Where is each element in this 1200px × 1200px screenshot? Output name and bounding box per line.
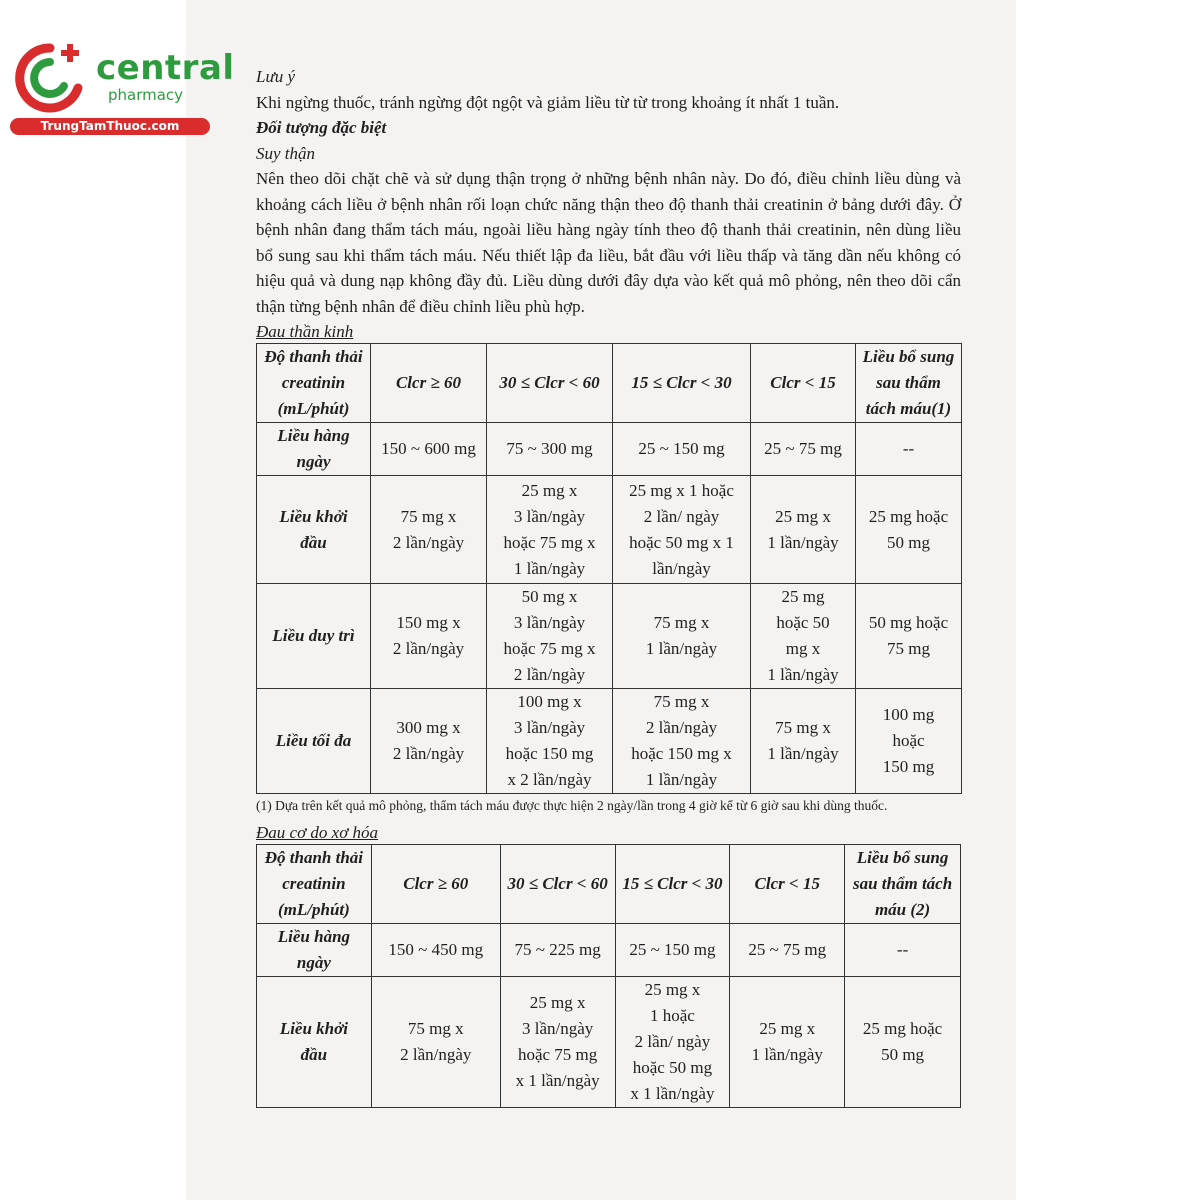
cell-line: 75 mg x: [775, 718, 831, 737]
cell-line: mg x: [785, 639, 821, 658]
cell-line: 25 mg x: [644, 980, 701, 999]
table-cell: [856, 689, 962, 794]
cell-line: 1 lần/ngày: [767, 744, 839, 763]
cell-line: 2 lần/ ngày: [643, 506, 720, 526]
cell-line: 150 mg: [882, 757, 935, 776]
table-cell: [730, 977, 845, 1108]
table-row: [257, 423, 962, 476]
table-cell: [487, 584, 613, 689]
table-header-cell: [856, 344, 962, 423]
cell-line: sau thẩm tách: [852, 874, 953, 893]
document-content: [256, 64, 961, 1108]
cell-line: 25 mg: [781, 587, 825, 606]
cell-line: hoặc 50 mg x 1: [629, 532, 734, 552]
table1-footnote: (1) Dựa trên kết quả mô phỏng, thẩm tách máu được thực hiện 2 ngày/lần trong 4 giờ kể từ 6 giờ sau khi dùng thuốc.: [256, 798, 888, 813]
cell-line: creatinin: [282, 874, 346, 893]
cell-line: Liều hàng: [277, 927, 351, 946]
cell-line: 75 mg x: [653, 613, 710, 632]
cell-line: Liều duy trì: [272, 626, 355, 645]
table-cell: [845, 924, 961, 977]
cell-line: máu (2): [874, 900, 931, 919]
cell-line: 2 lần/ngày: [392, 744, 465, 763]
table1-caption: Đau thần kinh: [256, 322, 354, 341]
table-row: [257, 977, 961, 1108]
special-populations-heading: Đối tượng đặc biệt: [256, 118, 387, 137]
table-cell: [487, 423, 613, 476]
cell-line: đầu: [300, 532, 327, 552]
cell-line: 150 mg x: [396, 613, 461, 632]
table-header-cell: [371, 344, 487, 423]
table-cell: [371, 423, 487, 476]
cell-line: 50 mg x: [521, 587, 578, 606]
cell-line: 150 ~ 600 mg: [381, 439, 476, 458]
cell-line: 1 lần/ngày: [645, 639, 718, 658]
cell-line: Liều khởi: [279, 1019, 348, 1038]
cell-line: Liều khởi: [279, 506, 348, 526]
cell-line: 2 lần/ngày: [392, 639, 465, 658]
table-row: [257, 584, 962, 689]
cell-line: 1 lần/ngày: [645, 770, 718, 789]
brand-subtitle: pharmacy: [108, 86, 184, 104]
table-header-cell: [615, 845, 730, 924]
cell-line: 30 ≤ Clcr < 60: [507, 874, 608, 893]
table-row-header: [257, 977, 372, 1108]
table-row-header: [257, 423, 371, 476]
cell-line: 50 mg: [881, 1045, 925, 1064]
cell-line: 1 lần/ngày: [751, 1045, 823, 1064]
cell-line: hoặc 150 mg x: [631, 744, 732, 763]
cell-line: 25 mg x: [759, 1019, 816, 1038]
table-header-row: [257, 845, 961, 924]
cell-line: 25 ~ 75 mg: [764, 439, 842, 458]
table-cell: [371, 924, 500, 977]
cell-line: 50 mg hoặc: [868, 613, 949, 632]
cell-line: 25 mg x: [529, 993, 586, 1012]
cell-line: Độ thanh thải: [264, 848, 364, 867]
table-cell: [500, 924, 615, 977]
table-cell: [751, 689, 856, 794]
table-cell: [613, 584, 751, 689]
table-header-cell: [613, 344, 751, 423]
table-row-header: [257, 924, 372, 977]
cell-line: Clcr < 15: [770, 373, 836, 392]
renal-impairment-heading: Suy thận: [256, 143, 316, 163]
table-header-row: [257, 344, 962, 423]
cell-line: Liều bổ sung: [856, 848, 949, 867]
cell-line: 75 mg: [887, 639, 930, 658]
cell-line: 50 mg: [887, 532, 930, 552]
cell-line: ngày: [296, 953, 331, 972]
table-header-cell: [845, 845, 961, 924]
cell-line: tách máu(1): [865, 399, 952, 418]
brand-logo: [10, 38, 235, 138]
cell-line: 25 ~ 150 mg: [629, 940, 716, 959]
cell-line: 2 lần/ngày: [400, 1045, 472, 1064]
cell-line: x 1 lần/ngày: [630, 1084, 715, 1103]
cell-line: Liều bổ sung: [862, 347, 955, 366]
cell-line: --: [902, 439, 915, 458]
note-heading: Lưu ý: [256, 67, 296, 86]
table-cell: [730, 924, 845, 977]
table-row: [257, 476, 962, 584]
table-cell: [856, 584, 962, 689]
table-header-cell: [730, 845, 845, 924]
cell-line: 15 ≤ Clcr < 30: [631, 373, 732, 392]
cell-line: 1 lần/ngày: [767, 532, 839, 552]
cell-line: creatinin: [281, 373, 346, 392]
table-header-cell: [500, 845, 615, 924]
cell-line: Độ thanh thải: [264, 347, 363, 366]
cell-line: Liều hàng: [277, 426, 350, 445]
table-cell: [371, 476, 487, 584]
table-header-cell: [257, 344, 371, 423]
table-cell: [615, 924, 730, 977]
cell-line: 75 mg x: [407, 1019, 464, 1038]
table-cell: [613, 689, 751, 794]
cell-line: sau thẩm: [876, 373, 941, 392]
table-cell: [371, 977, 500, 1108]
table-cell: [751, 476, 856, 584]
cell-line: 3 lần/ngày: [513, 506, 586, 526]
cell-line: 25 ~ 150 mg: [638, 439, 725, 458]
table-cell: [751, 584, 856, 689]
cell-line: hoặc 150 mg: [505, 744, 594, 763]
note-text: Khi ngừng thuốc, tránh ngừng đột ngột và giảm liều từ từ trong khoảng ít nhất 1 tuần.: [256, 92, 840, 112]
brand-url: TrungTamThuoc.com: [10, 118, 210, 135]
table-header-cell: [751, 344, 856, 423]
table-cell: [751, 423, 856, 476]
renal-impairment-text: Nên theo dõi chặt chẽ và sử dụng thận trọng ở những bệnh nhân này. Do đó, điều chỉnh liều dùng và khoảng cách liều ở bệnh nhân rối loạn chức năng thận theo độ thanh thải creatinin ở bảng dưới đây. Ở bệnh nhân đang thẩm tách máu, ngoài liều hàng ngày tính theo độ thanh thải creatinin, nên dùng liều bổ sung sau khi thẩm tách máu. Nếu thiết lập đa liều, bắt đầu với liều thấp và tăng dần nếu không có hiệu quả và dung nạp không đầy đủ. Liều dùng dưới đây dựa vào kết quả mô phỏng, nên theo dõi cẩn thận từng bệnh nhân để điều chỉnh liều phù hợp.: [256, 169, 961, 316]
cell-line: 300 mg x: [396, 718, 461, 737]
table-cell: [487, 476, 613, 584]
cell-line: 3 lần/ngày: [513, 718, 586, 737]
cell-line: 25 mg x 1 hoặc: [629, 480, 734, 500]
cell-line: x 2 lần/ngày: [507, 770, 592, 789]
cell-line: đầu: [300, 1045, 328, 1064]
cell-line: 2 lần/ngày: [513, 665, 586, 684]
cell-line: 15 ≤ Clcr < 30: [622, 874, 723, 893]
cell-line: 100 mg: [882, 705, 935, 724]
table-header-cell: [487, 344, 613, 423]
cell-line: (mL/phút): [277, 399, 350, 418]
cell-line: 100 mg x: [517, 692, 582, 711]
pharmacy-cross-icon: [12, 40, 88, 116]
table-row-header: [257, 584, 371, 689]
cell-line: Clcr ≥ 60: [403, 874, 469, 893]
cell-line: Liều tối đa: [275, 731, 352, 750]
cell-line: 2 lần/ngày: [392, 532, 465, 552]
cell-line: 75 ~ 225 mg: [514, 940, 601, 959]
cell-line: 75 mg x: [400, 506, 457, 526]
table-cell: [487, 689, 613, 794]
table-cell: [371, 584, 487, 689]
table-cell: [856, 423, 962, 476]
cell-line: Clcr ≥ 60: [395, 373, 462, 392]
table-cell: [371, 689, 487, 794]
cell-line: 3 lần/ngày: [513, 613, 586, 632]
cell-line: hoặc 50: [776, 613, 830, 632]
cell-line: 25 mg x: [521, 480, 578, 500]
cell-line: 25 mg hoặc: [868, 506, 949, 526]
cell-line: 1 lần/ngày: [767, 665, 839, 684]
cell-line: hoặc 50 mg: [632, 1058, 713, 1077]
cell-line: 25 ~ 75 mg: [748, 940, 827, 959]
table-row-header: [257, 689, 371, 794]
cell-line: 2 lần/ngày: [645, 718, 718, 737]
table-header-cell: [371, 845, 500, 924]
table-cell: [845, 977, 961, 1108]
cell-line: hoặc: [892, 731, 925, 750]
table-cell: [500, 977, 615, 1108]
cell-line: 75 ~ 300 mg: [506, 439, 593, 458]
cell-line: Clcr < 15: [754, 874, 820, 893]
cell-line: hoặc 75 mg: [517, 1045, 598, 1064]
cell-line: (mL/phút): [278, 900, 350, 919]
cell-line: 150 ~ 450 mg: [388, 940, 484, 959]
table-row: [257, 689, 962, 794]
cell-line: 1 lần/ngày: [513, 558, 586, 578]
cell-line: 75 mg x: [653, 692, 710, 711]
brand-name: central: [96, 48, 235, 88]
table-header-cell: [257, 845, 372, 924]
cell-line: 3 lần/ngày: [521, 1019, 594, 1038]
table2-caption: Đau cơ do xơ hóa: [256, 823, 379, 842]
cell-line: hoặc 75 mg x: [503, 532, 596, 552]
cell-line: 30 ≤ Clcr < 60: [499, 373, 600, 392]
table-cell: [613, 476, 751, 584]
table-cell: [856, 476, 962, 584]
table-row-header: [257, 476, 371, 584]
table-cell: [613, 423, 751, 476]
cell-line: 25 mg hoặc: [862, 1019, 943, 1038]
table-row: [257, 924, 961, 977]
cell-line: 2 lần/ ngày: [634, 1032, 711, 1051]
cell-line: x 1 lần/ngày: [515, 1071, 600, 1090]
fibromyalgia-dose-table: [256, 844, 961, 1108]
cell-line: 1 hoặc: [650, 1006, 695, 1025]
cell-line: lần/ngày: [652, 558, 711, 578]
cell-line: hoặc 75 mg x: [503, 639, 596, 658]
cell-line: 25 mg x: [775, 506, 831, 526]
cell-line: --: [896, 940, 909, 959]
table-cell: [615, 977, 730, 1108]
cell-line: ngày: [296, 452, 331, 471]
neuropathic-pain-dose-table: [256, 343, 962, 794]
